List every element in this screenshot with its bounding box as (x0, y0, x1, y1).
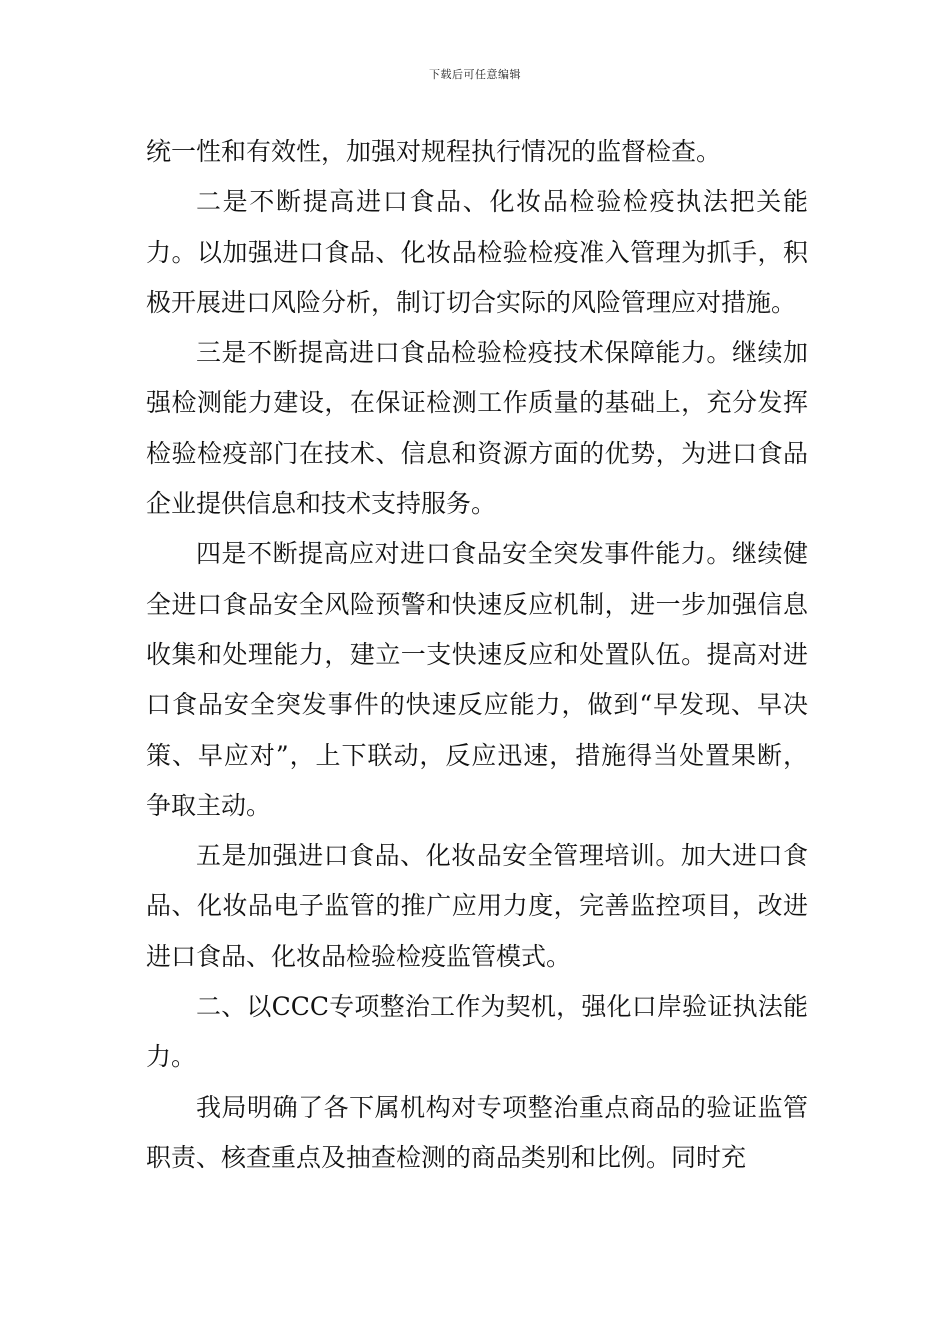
paragraph-5: 五是加强进口食品、化妆品安全管理培训。加大进口食品、化妆品电子监管的推广应用力度，完善监控项目，改进进口食品、化妆品检验检疫监管模式。 (146, 841, 808, 971)
document-body (146, 127, 808, 1183)
section-heading: 二、以CCC专项整治工作为契机，强化口岸验证执法能力。 (146, 992, 808, 1072)
paragraph-3: 三是不断提高进口食品检验检疫技术保障能力。继续加强检测能力建设，在保证检测工作质量的基础上，充分发挥检验检疫部门在技术、信息和资源方面的优势，为进口食品企业提供信息和技术支持服务。 (146, 338, 808, 519)
page-header: 下载后可任意编辑 (429, 68, 521, 81)
paragraph-1: 统一性和有效性，加强对规程执行情况的监督检查。 (146, 137, 722, 166)
paragraph-2: 二是不断提高进口食品、化妆品检验检疫执法把关能力。以加强进口食品、化妆品检验检疫准入管理为抓手，积极开展进口风险分析，制订切合实际的风险管理应对措施。 (146, 187, 808, 317)
paragraph-7: 我局明确了各下属机构对专项整治重点商品的验证监管职责、核查重点及抽查检测的商品类别和比例。同时充 (146, 1092, 808, 1172)
paragraph-4: 四是不断提高应对进口食品安全突发事件能力。继续健全进口食品安全风险预警和快速反应机制，进一步加强信息收集和处理能力，建立一支快速反应和处置队伍。提高对进口食品安全突发事件的快速反应能力，做到“早发现、早决策、早应对”，上下联动，反应迅速，措施得当处置果断，争取主动。 (146, 539, 808, 820)
